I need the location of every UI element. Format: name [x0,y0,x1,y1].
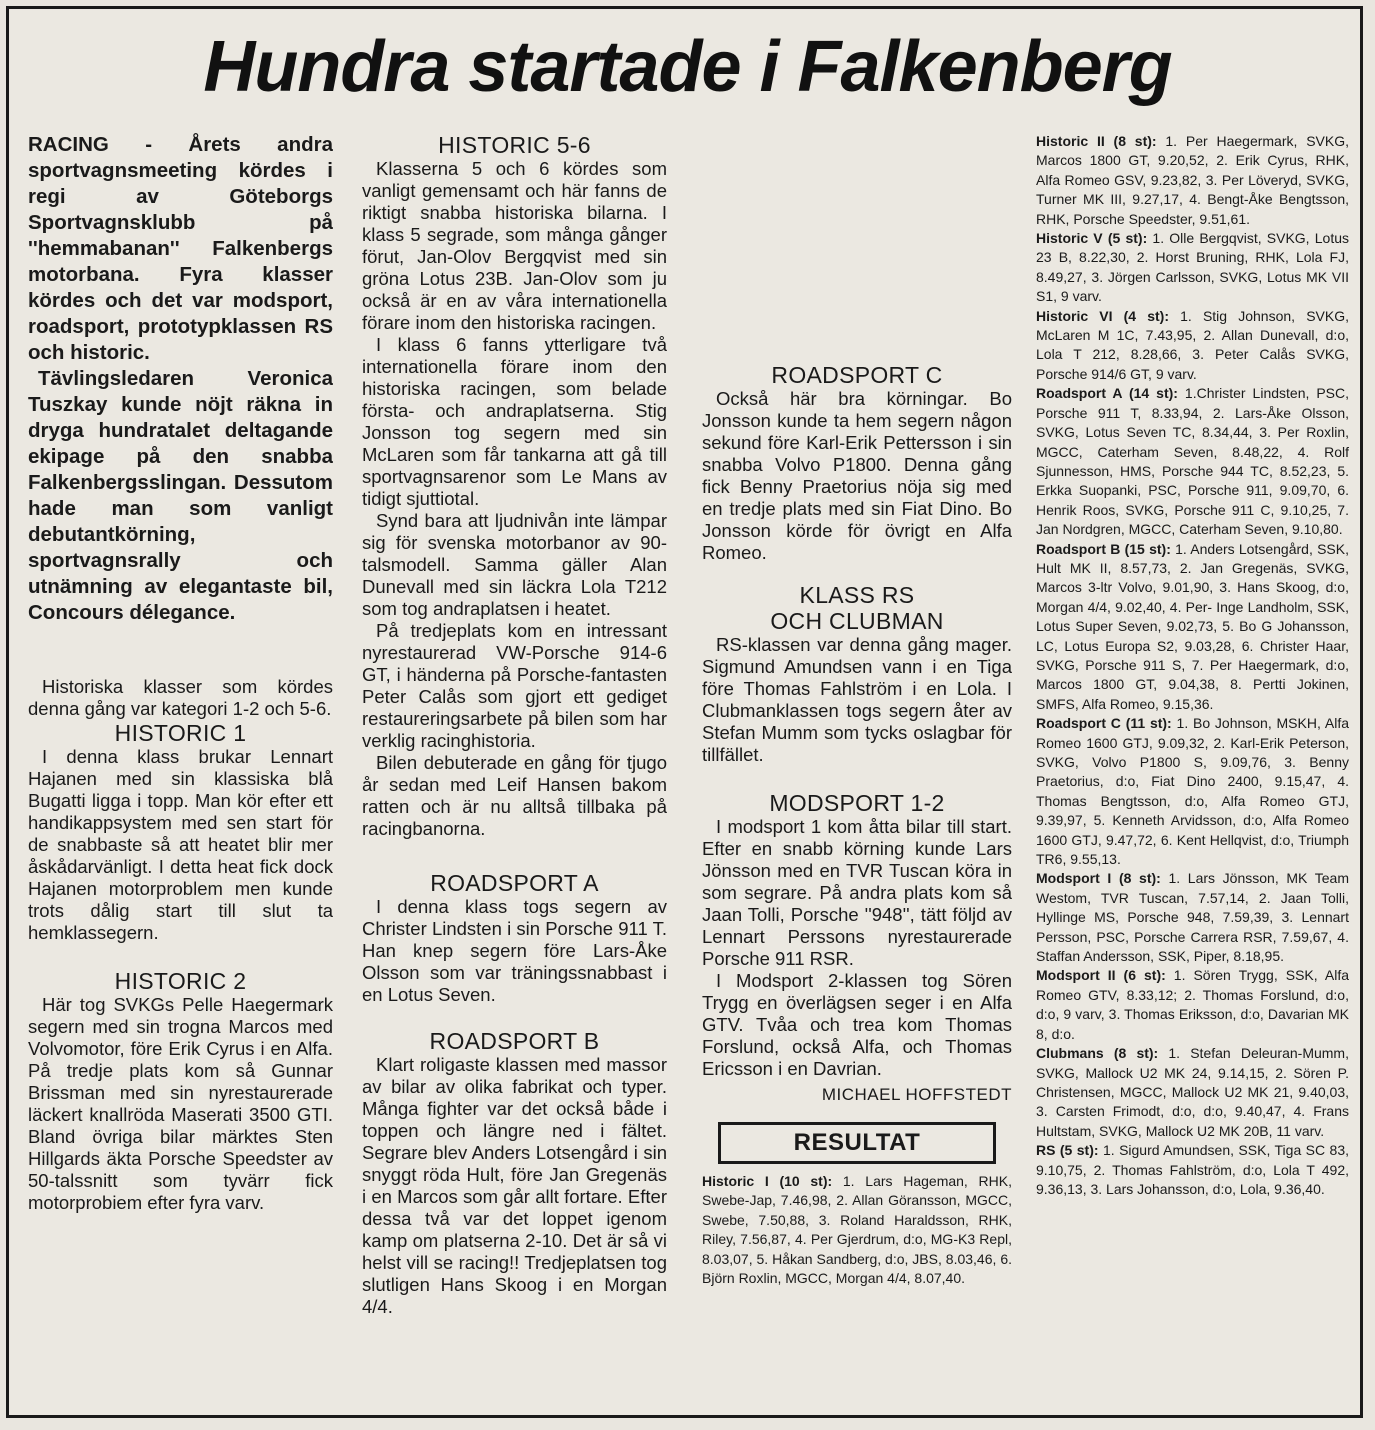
paragraph: Klart roligaste klassen med massor av bilar av olika fabrikat och typer. Många fighter var det också både i toppen och längre ned i fältet. Segrare blev Anders Lotsengård i sin snyggt röda Hult, före Jan Gregenäs i en Marcos som går allt fortare. Efter dessa två var det loppet igenom kamp om platserna 2-10. Det är så vi helst vill se racing!! Tredjeplatsen tog slutligen Hans Skoog i en Morgan 4/4. [362,1054,667,1317]
section-klass-rs [702,582,1012,766]
result-class-label: Historic I (10 st): [702,1173,833,1189]
result-entry [1036,1141,1349,1199]
headline: Hundra startade i Falkenberg [203,27,1172,107]
section-heading: OCH CLUBMAN [770,608,944,634]
paragraph: I modsport 1 kom åtta bilar till start. Efter en snabb körning kunde Lars Jönsson med en TVR Tuscan köra in som segrare. På andra plats kom så Jaan Tolli, Porsche ''948'', tätt följd av Lennart Perssons nyrestaurerade Porsche 911 RSR. [702,816,1012,969]
result-text: 1. Sören Trygg, SSK, Alfa Romeo GTV, 8.33,12; 2. Thomas Forslund, d:o, d:o, 9 varv, 3. Thomas Eriksson, d:o, Davarian MK 8, d:o. [1036,967,1349,1042]
result-class-label: Historic II (8 st): [1036,133,1157,149]
lead-paragraph: RACING - Årets andra sportvagnsmeeting kördes i regi av Göteborgs Sportvagnsklubb på ''hemmabanan'' Falkenbergs motorbana. Fyra klasser kördes och det var modsport, roadsport, prototypklassen RS och historic. [28,133,333,364]
result-class-label: Modsport II (6 st): [1036,967,1166,984]
result-class-label: Historic VI (4 st): [1036,307,1169,324]
section-historic56 [362,132,667,840]
result-class-label: Modsport I (8 st): [1036,870,1161,887]
paragraph: Bilen debuterade en gång för tjugo år sedan med Leif Hansen bakom ratten och är nu alltså tillbaka på racingbanorna. [362,752,667,839]
paragraph: På tredjeplats kom en intressant nyrestaurerad VW-Porsche 914-6 GT, i händerna på Porsche-fantasten Peter Calås som gjort ett gediget restaureringsarbete på bilen som har verklig racinghistoria. [362,620,667,751]
intro-paragraph: Historiska klasser som kördes denna gång var kategori 1-2 och 5-6. [28,676,333,719]
result-text: 1. Per Haegermark, SVKG, Marcos 1800 GT, 9.20,52, 2. Erik Cyrus, RHK, Alfa Romeo GSV, 9.23,82, 3. Per Löveryd, SVKG, Turner MK III, 9.27,17, 4. Bengt-Åke Bengtsson, RHK, Porsche Speedster, 9.51,61. [1036,133,1349,227]
section-roadsport-b [362,1028,667,1318]
section-heading: ROADSPORT C [771,362,943,388]
result-entry [1036,714,1349,869]
section-historic2 [28,968,333,1214]
result-entry [702,1172,1012,1288]
section-modsport12 [702,790,1012,1080]
section-roadsport-c [702,362,1012,564]
paragraph: I klass 6 fanns ytterligare två internationella förare inom den historiska racingen, som belade första- och andraplatserna. Stig Jonsson tog segern med sin McLaren som får tankarna att gå till sportvagnsarenor som Le Mans av tidigt sjuttiotal. [362,334,667,509]
result-class-label: Roadsport B (15 st): [1036,540,1171,557]
result-entry [1036,1044,1349,1141]
result-class-label: Historic V (5 st): [1036,230,1148,247]
paragraph: I Modsport 2-klassen tog Sören Trygg en överlägsen seger i en Alfa GTV. Tvåa och trea kom Thomas Forslund, också Alfa, och Thomas Ericsson i en Davrian. [702,970,1012,1079]
section-roadsport-a [362,870,667,1006]
section-heading: HISTORIC 1 [114,720,247,746]
column-2 [362,132,667,1412]
result-text: 1. Stefan Deleuran-Mumm, SVKG, Mallock U2 MK 24, 9.14,15, 2. Sören P. Christensen, MGCC, Mallock U2 MK 21, 9.40,03, 3. Carsten Frimodt, d:o, d:o, 9.40,47, 4. Frans Hultstam, SVKG, Mallock U2 MK 20B, 11 varv. [1036,1045,1349,1139]
result-entry [1036,869,1349,966]
result-text: 1. Anders Lotsengård, SSK, Hult MK II, 8.57,73, 2. Jan Gregenäs, SVKG, Marcos 3-ltr Volvo, 9.01,90, 3. Hans Skoog, d:o, Morgan 4/4, 9.02,40, 4. Per- Inge Landholm, SSK, Lotus Super Seven, 9.02,73, 5. Bo G Johansson, LC, Lotus Europa S2, 9.03,28, 6. Christer Haar, SVKG, Porsche 911 S, 7. Per Haegermark, d:o, Marcos 1800 GT, 9.04,38, 8. Pertti Jokinen, SMFS, Alfa Romeo, 9.15,36. [1036,540,1349,712]
results-start [702,1172,1012,1288]
result-text: 1.Christer Lindsten, PSC, Porsche 911 T, 8.33,94, 2. Lars-Åke Olsson, SVKG, Lotus Seven TC, 8.34,44, 3. Per Roxlin, MGCC, Caterham Seven, 8.48,22, 4. Rolf Sjunnesson, HMS, Porsche 944 TC, 8.52,23, 5. Erkka Suopanki, PSC, Porsche 911, 9.09,70, 6. Henrik Roos, SVKG, Porsche 911 C, 9.10,25, 7. Jan Nordgren, MGCC, Caterham Seven, 9.10,80. [1036,385,1349,538]
result-text: 1. Sigurd Amundsen, SSK, Tiga SC 83, 9.10,75, 2. Thomas Fahlström, d:o, Lola T 492, 9.36,13, 3. Lars Johansson, d:o, Lola, 9.36,40. [1036,1142,1349,1197]
result-class-label: Clubmans (8 st): [1036,1045,1159,1062]
result-class-label: Roadsport A (14 st): [1036,385,1178,402]
paragraph: I denna klass brukar Lennart Hajanen med sin klassiska blå Bugatti ligga i topp. Man kör efter ett handikappsystem med sen start för de snabbaste så att heatet blir mer åskådarvänligt. I detta heat fick dock Hajanen motorproblem men kunde trots dålig start till slut ta hemklassegern. [28,746,333,943]
lead-text [28,132,333,626]
section-heading: ROADSPORT B [429,1028,600,1054]
results-heading: RESULTAT [793,1129,921,1156]
section-historic1 [28,720,333,944]
paragraph: I denna klass togs segern av Christer Lindsten i sin Porsche 911 T. Han knep segern före Lars-Åke Olsson som var träningssnabbast i en Lotus Seven. [362,896,667,1005]
section-heading: HISTORIC 2 [114,968,247,994]
paragraph: Synd bara att ljudnivån inte lämpar sig för svenska motorbanor av 90-talsmodell. Samma gäller Alan Dunevall med sin läckra Lola T212 som tog andraplatsen i heatet. [362,510,667,619]
paragraph: Klasserna 5 och 6 kördes som vanligt gemensamt och här fanns de riktigt snabba historiska bilarna. I klass 5 segrade, som många gånger förut, Jan-Olov Bergqvist med sin gröna Lotus 23B. Jan-Olov som ju också är en av våra internationella förare inom den historiska racingen. [362,158,667,333]
result-entry [1036,384,1349,539]
result-class-label: RS (5 st): [1036,1142,1099,1159]
paragraph: Också här bra körningar. Bo Jonsson kunde ta hem segern någon sekund före Karl-Erik Pettersson i sin snabba Volvo P1800. Denna gång fick Benny Praetorius nöja sig med en tredje plats med sin Fiat Dino. Bo Jonsson körde för övrigt en Alfa Romeo. [702,388,1012,563]
column-1 [28,132,333,1412]
intro-block [28,676,333,720]
result-class-label: Roadsport C (11 st): [1036,715,1172,732]
column-4 [1036,132,1349,1412]
paragraph: Här tog SVKGs Pelle Haegermark segern med sin trogna Marcos med Volvomotor, före Erik Cyrus i en Alfa. På tredje plats kom så Gunnar Brissman med sin nyrestaurerade läckert knallröda Maserati 3500 GTI. Bland övriga bilar märktes Sten Hillgards äkta Porsche Speedster av 50-talssnitt som tyvärr fick motorprobiem efter fyra varv. [28,994,333,1213]
result-text: 1. Lars Hageman, RHK, Swebe-Jap, 7.46,98, 2. Allan Göransson, MGCC, Swebe, 7.50,88, 3. Roland Haraldsson, RHK, Riley, 7.56,87, 4. Per Gjerdrum, d:o, MG-K3 Repl, 8.03,07, 5. Håkan Sandberg, d:o, JBS, 8.03,46, 6. Björn Roxlin, MGCC, Morgan 4/4, 8.07,40. [702,1173,1012,1287]
results-box [718,1122,996,1164]
column-3 [702,132,1012,1412]
result-entry [1036,966,1349,1044]
section-heading: MODSPORT 1-2 [769,790,945,816]
lead-paragraph: Tävlingsledaren Veronica Tuszkay kunde nöjt räkna in dryga hundratalet deltagande ekipage på den snabba Falkenbergsslingan. Dessutom hade man som vanligt debutantkörning, sportvagnsrally och utnämning av elegantaste bil, Concours délegance. [28,367,333,624]
paragraph: RS-klassen var denna gång mager. Sigmund Amundsen vann i en Tiga före Thomas Fahlström i en Lola. I Clubmanklassen togs segern åter av Stefan Mumm som tycks oslagbar för tillfället. [702,634,1012,765]
result-text: 1. Bo Johnson, MSKH, Alfa Romeo 1600 GTJ, 9.09,32, 2. Karl-Erik Peterson, SVKG, Volvo P1800 S, 9.09,76, 3. Benny Praetorius, d:o, Fiat Dino 2400, 9.15,47, 4. Thomas Bengtsson, d:o, Alfa Romeo GTJ, 9.39,97, 5. Kenneth Arvidsson, d:o, Alfa Romeo 1600 GTJ, 9.47,72, 6. Kent Hellqvist, d:o, Triumph TR6, 9.55,13. [1036,715,1349,868]
result-text: 1. Olle Bergqvist, SVKG, Lotus 23 B, 8.22,30, 2. Horst Bruning, RHK, Lola FJ, 8.49,27, 3. Jörgen Carlsson, SVKG, Lotus MK VII S1, 9 varv. [1036,230,1349,305]
result-entry [1036,540,1349,715]
section-heading: KLASS RS [799,582,915,608]
result-text: 1. Stig Johnson, SVKG, McLaren M 1C, 7.43,95, 2. Allan Dunevall, d:o, Lola T 212, 8.28,66, 3. Peter Calås SVKG, Porsche 914/6 GT, 9 varv. [1036,307,1349,382]
result-entry [1036,229,1349,307]
result-entry [1036,132,1349,229]
byline: MICHAEL HOFFSTEDT [821,1085,1012,1104]
section-heading: ROADSPORT A [430,870,599,896]
result-text: 1. Lars Jönsson, MK Team Westom, TVR Tuscan, 7.57,14, 2. Jaan Tolli, Hyllinge MS, Porsche 948, 7.59,39, 3. Lennart Persson, PSC, Porsche Carrera RSR, 7.59,67, 4. Staffan Andersson, SSK, Piper, 8.18,95. [1036,870,1349,965]
result-entry [1036,307,1349,385]
results-list [1036,132,1349,1199]
section-heading: HISTORIC 5-6 [438,132,591,158]
